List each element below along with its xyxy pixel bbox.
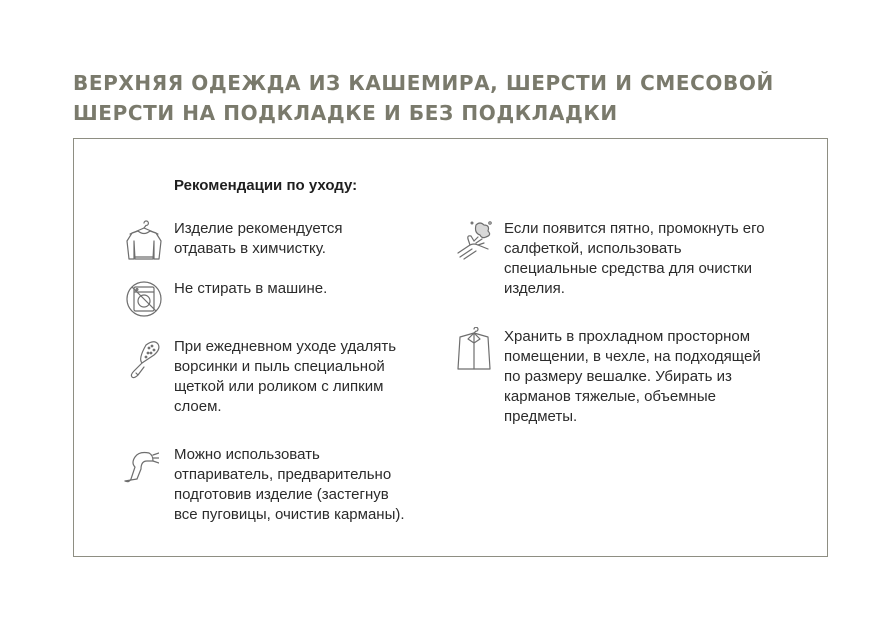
care-line: изделия. bbox=[504, 280, 565, 297]
stain-blot-icon bbox=[454, 219, 494, 263]
care-line: отпариватель, предварительно bbox=[174, 466, 392, 483]
care-line: все пуговицы, очистив карманы). bbox=[174, 506, 405, 523]
care-line: Изделие рекомендуется bbox=[174, 220, 343, 237]
care-line: отдавать в химчистку. bbox=[174, 240, 326, 257]
no-machine-wash-icon bbox=[124, 279, 164, 323]
care-line: специальные средства для очистки bbox=[504, 260, 753, 277]
care-line: При ежедневном уходе удалять bbox=[174, 338, 397, 355]
care-line: Хранить в прохладном просторном bbox=[504, 328, 751, 345]
care-line: Не стирать в машине. bbox=[174, 280, 328, 297]
steamer-icon bbox=[119, 445, 159, 489]
care-line: карманов тяжелые, объемные bbox=[504, 388, 716, 405]
care-line: по размеру вешалке. Убирать из bbox=[504, 368, 732, 385]
title-line-2: ШЕРСТИ НА ПОДКЛАДКЕ И БЕЗ ПОДКЛАДКИ bbox=[73, 101, 618, 125]
care-line: помещении, в чехле, на подходящей bbox=[504, 348, 761, 365]
care-line: ворсинки и пыль специальной bbox=[174, 358, 385, 375]
care-line: предметы. bbox=[504, 408, 578, 425]
dry-clean-sweater-icon bbox=[124, 219, 164, 263]
title-line-1: ВЕРХНЯЯ ОДЕЖДА ИЗ КАШЕМИРА, ШЕРСТИ И СМЕСОВОЙ bbox=[73, 71, 774, 95]
page-title bbox=[73, 68, 833, 128]
care-line: Если появится пятно, промокнуть его bbox=[504, 220, 765, 237]
garment-cover-icon bbox=[454, 327, 494, 371]
care-line: щеткой или роликом с липким bbox=[174, 378, 384, 395]
care-line: слоем. bbox=[174, 398, 222, 415]
care-card bbox=[73, 138, 828, 557]
care-line: подготовив изделие (застегнув bbox=[174, 486, 389, 503]
lint-roller-icon bbox=[124, 337, 164, 381]
care-heading: Рекомендации по уходу: bbox=[174, 177, 358, 194]
care-line: салфеткой, использовать bbox=[504, 240, 682, 257]
care-line: Можно использовать bbox=[174, 446, 320, 463]
